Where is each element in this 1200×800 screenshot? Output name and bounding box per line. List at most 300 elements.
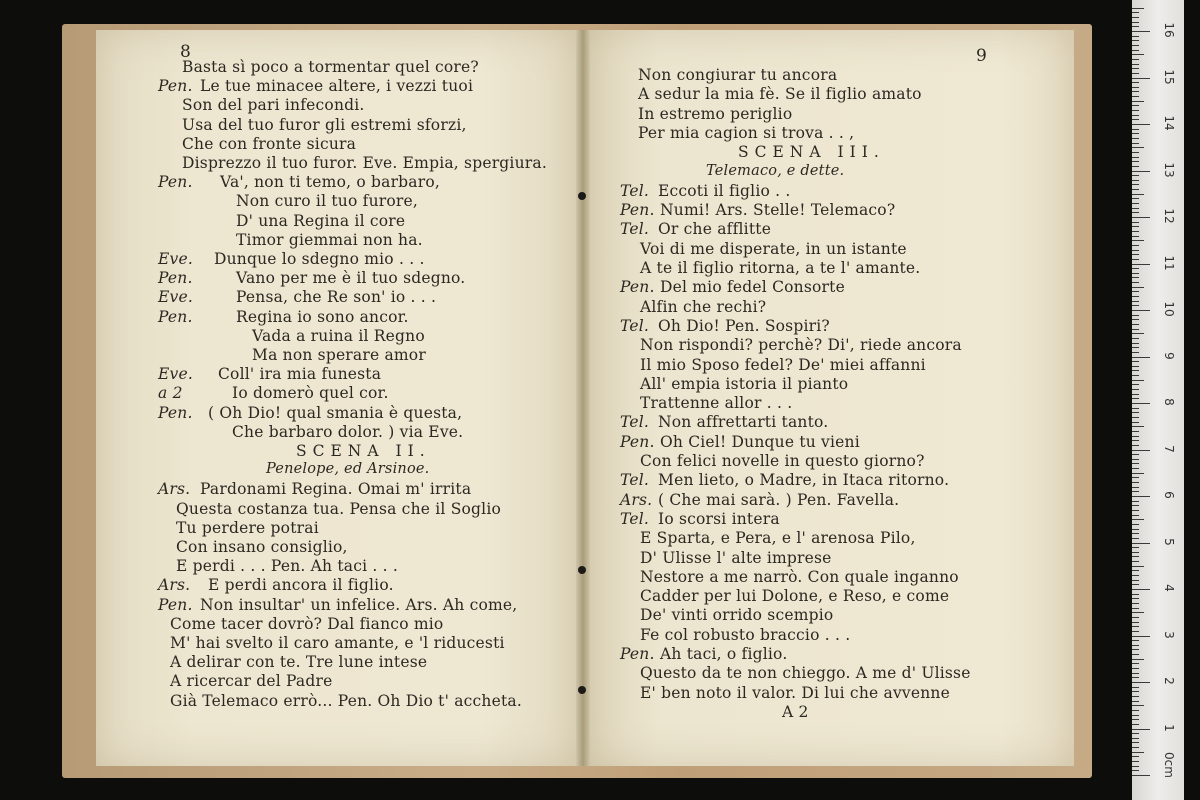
speaker-label: Tel. [620, 413, 649, 432]
speaker-label: Eve. [158, 365, 193, 384]
ruler-tick [1132, 394, 1139, 395]
ruler-tick [1132, 505, 1139, 506]
text-line [296, 442, 431, 460]
ruler-tick [1132, 68, 1139, 69]
line-text: Io scorsi intera [658, 509, 780, 528]
ruler-tick [1132, 566, 1144, 567]
text-line [640, 356, 926, 374]
ruler-tick [1132, 64, 1139, 65]
ruler-number: 14 [1162, 115, 1176, 131]
line-text: Che con fronte sicura [182, 134, 357, 153]
line-text: Oh Dio! Pen. Sospiri? [658, 316, 830, 335]
line-text: Pensa, che Re son' io . . . [236, 288, 437, 307]
text-line [640, 684, 950, 702]
text-line [158, 403, 463, 422]
ruler-tick [1132, 538, 1139, 539]
ruler-tick [1132, 510, 1139, 511]
text-line [236, 192, 418, 210]
line-text: Del mio fedel Consorte [660, 278, 845, 297]
ruler-tick [1132, 161, 1139, 162]
line-text: Ma non sperare amor [252, 346, 426, 364]
ruler-tick [1132, 594, 1139, 595]
ruler-tick [1132, 110, 1139, 111]
ruler-tick [1132, 547, 1139, 548]
ruler-tick [1132, 636, 1150, 637]
line-text: Non congiurar tu ancora [638, 66, 838, 84]
line-text: E perdi . . . Pen. Ah taci . . . [176, 557, 399, 576]
text-line [640, 606, 833, 624]
line-text: Non curo il tuo furore, [236, 192, 419, 211]
ruler-tick [1132, 324, 1139, 325]
ruler-tick [1132, 175, 1139, 176]
ruler-tick [1132, 287, 1144, 288]
ruler-tick [1132, 724, 1139, 725]
speaker-label: Eve. [158, 288, 193, 307]
line-text: Per mia cagion si trova . . , [638, 123, 855, 142]
ruler-tick [1132, 729, 1150, 730]
ruler-tick [1132, 668, 1139, 669]
ruler-tick [1132, 250, 1139, 251]
speaker-label: Pen. [158, 403, 193, 422]
ruler-unit-label: 0cm [1162, 752, 1176, 778]
text-line [782, 703, 809, 721]
speaker-label: Tel. [620, 471, 649, 490]
ruler-tick [1132, 101, 1144, 102]
text-line [158, 77, 474, 96]
ruler-tick [1132, 259, 1139, 260]
line-text: Timor giemmai non ha. [236, 230, 423, 249]
ruler-tick [1132, 329, 1139, 330]
speaker-label: Pen. [620, 201, 655, 220]
line-text: Le tue minacee altere, i vezzi tuoi [200, 77, 474, 96]
line-text: E perdi ancora il figlio. [208, 576, 394, 595]
text-line [620, 432, 860, 451]
ruler-tick [1132, 87, 1139, 88]
text-line [182, 154, 547, 172]
ruler-tick [1132, 222, 1139, 223]
ruler-tick [1132, 301, 1139, 302]
ruler-tick [1132, 659, 1144, 660]
ruler-number: 16 [1162, 22, 1176, 38]
ruler-tick [1132, 440, 1139, 441]
ruler-tick [1132, 477, 1139, 478]
line-text: Alfin che rechi? [640, 297, 767, 316]
text-line [640, 336, 962, 354]
text-line [620, 490, 900, 509]
ruler-tick [1132, 375, 1139, 376]
ruler-number: 5 [1162, 537, 1176, 546]
text-line [638, 105, 792, 123]
speaker-label: Pen. [158, 269, 193, 288]
ruler-tick [1132, 366, 1139, 367]
ruler-number: 1 [1162, 723, 1176, 732]
speaker-label: a 2 [158, 384, 183, 403]
ruler-tick [1132, 389, 1139, 390]
ruler-tick [1132, 208, 1139, 209]
speaker-label: Pen. [620, 278, 655, 297]
ruler-tick [1132, 482, 1139, 483]
ruler-tick [1132, 626, 1139, 627]
line-text: Con insano consiglio, [176, 538, 348, 556]
text-line [620, 471, 950, 490]
ruler-tick [1132, 398, 1139, 399]
ruler-tick [1132, 529, 1139, 530]
ruler-tick [1132, 268, 1139, 269]
ruler-number: 11 [1162, 254, 1176, 271]
text-line [620, 645, 788, 663]
ruler-number: 7 [1162, 444, 1176, 453]
ruler-tick [1132, 291, 1139, 292]
text-line [158, 384, 389, 403]
line-text: Che barbaro dolor. ) via Eve. [232, 422, 464, 441]
ruler-tick [1132, 333, 1144, 334]
ruler-tick [1132, 742, 1139, 743]
ruler-tick [1132, 54, 1144, 55]
ruler-tick [1132, 82, 1139, 83]
text-line [706, 163, 844, 179]
ruler-tick [1132, 180, 1139, 181]
ruler-tick [1132, 319, 1139, 320]
ruler-tick [1132, 491, 1139, 492]
text-line [182, 96, 365, 114]
ruler-number: 4 [1162, 584, 1176, 592]
ruler-tick [1132, 715, 1139, 716]
line-text: Ah taci, o figlio. [660, 645, 788, 663]
ruler-tick [1132, 217, 1150, 218]
ruler-tick [1132, 431, 1139, 432]
speaker-label: Tel. [620, 316, 649, 335]
ruler-tick [1132, 138, 1139, 139]
line-text: Tu perdere potrai [176, 518, 319, 537]
ruler-tick [1132, 775, 1150, 776]
line-text: Men lieto, o Madre, in Itaca ritorno. [658, 471, 950, 490]
ruler-tick [1132, 436, 1139, 437]
ruler-tick [1132, 640, 1139, 641]
speaker-label: Ars. [158, 576, 191, 595]
ruler-tick [1132, 631, 1139, 632]
text-line [640, 240, 907, 258]
speaker-label: Tel. [620, 509, 649, 528]
right-page-number: 9 [976, 46, 987, 66]
ruler-tick [1132, 380, 1144, 381]
text-line [170, 634, 505, 652]
ruler-tick [1132, 78, 1150, 79]
binding-stitch [578, 192, 586, 200]
line-text: ( Che mai sarà. ) Pen. Favella. [658, 490, 900, 509]
text-line [620, 413, 829, 432]
text-line [182, 135, 356, 153]
line-text: Voi di me disperate, in un istante [640, 239, 907, 258]
ruler-tick [1132, 157, 1139, 158]
ruler-tick [1132, 612, 1144, 613]
ruler-tick [1132, 519, 1144, 520]
ruler-tick [1132, 687, 1139, 688]
ruler-tick [1132, 575, 1139, 576]
ruler-tick [1132, 598, 1139, 599]
ruler-tick [1132, 254, 1139, 255]
ruler-tick [1132, 296, 1139, 297]
ruler-tick [1132, 766, 1139, 767]
line-text: Regina io sono ancor. [236, 307, 409, 326]
line-text: A ricercar del Padre [170, 672, 333, 691]
ruler-tick [1132, 338, 1139, 339]
ruler-tick [1132, 282, 1139, 283]
ruler-tick [1132, 617, 1139, 618]
ruler-tick [1132, 124, 1150, 125]
ruler-tick [1132, 487, 1139, 488]
text-line [252, 327, 425, 345]
text-line [236, 212, 405, 230]
line-text: In estremo periglio [638, 104, 793, 123]
ruler-tick [1132, 533, 1139, 534]
line-text: Nestore a me narrò. Con quale inganno [640, 567, 959, 586]
text-line [158, 576, 394, 595]
text-line [638, 85, 922, 103]
ruler-tick [1132, 701, 1139, 702]
ruler-tick [1132, 45, 1139, 46]
line-text: Cadder per lui Dolone, e Reso, e come [640, 587, 950, 606]
ruler-tick [1132, 8, 1144, 9]
ruler-tick [1132, 22, 1139, 23]
text-line [176, 519, 319, 537]
line-text: Vano per me è il tuo sdegno. [236, 269, 466, 288]
text-line [170, 653, 427, 671]
speaker-label: Pen. [158, 595, 193, 614]
ruler-tick [1132, 426, 1144, 427]
ruler-tick [1132, 194, 1144, 195]
text-line [236, 231, 423, 249]
speaker-label: Pen. [620, 432, 655, 451]
ruler-tick [1132, 198, 1139, 199]
line-text: Non insultar' un infelice. Ars. Ah come, [200, 595, 518, 614]
text-line [640, 259, 920, 277]
speaker-label: Ars. [620, 490, 653, 509]
line-text: Con felici novelle in questo giorno? [640, 452, 925, 470]
ruler-number: 15 [1162, 68, 1176, 85]
book-gutter [576, 30, 590, 766]
ruler-tick [1132, 417, 1139, 418]
line-text: D' una Regina il core [236, 211, 406, 230]
speaker-label: Pen. [158, 173, 193, 192]
text-line [738, 143, 885, 161]
ruler-tick [1132, 473, 1144, 474]
text-line [620, 220, 772, 239]
line-text: Numi! Ars. Stelle! Telemaco? [660, 201, 896, 220]
ruler-number: 2 [1162, 677, 1176, 685]
text-line [620, 316, 830, 335]
line-text: Come tacer dovrò? Dal fianco mio [170, 614, 444, 633]
text-line [232, 423, 463, 441]
ruler-tick [1132, 36, 1139, 37]
ruler-number: 8 [1162, 398, 1176, 406]
text-line [640, 549, 832, 567]
ruler-tick [1132, 543, 1150, 544]
ruler-tick [1132, 231, 1139, 232]
ruler-tick [1132, 584, 1139, 585]
ruler-tick [1132, 315, 1139, 316]
text-line [182, 116, 467, 134]
ruler-tick [1132, 226, 1139, 227]
ruler-tick [1132, 31, 1150, 32]
text-line [176, 538, 348, 556]
ruler-tick [1132, 770, 1139, 771]
ruler-tick [1132, 719, 1139, 720]
line-text: Il mio Sposo fedel? De' miei affanni [640, 355, 926, 374]
text-line [620, 509, 780, 528]
ruler-tick [1132, 496, 1150, 497]
line-text: All' empia istoria il pianto [640, 374, 849, 393]
ruler-tick [1132, 347, 1139, 348]
ruler-tick [1132, 273, 1139, 274]
text-line [170, 692, 522, 710]
speaker-label: Ars. [158, 480, 191, 499]
line-text: ( Oh Dio! qual smania è questa, [208, 403, 463, 422]
line-text: Or che afflitte [658, 220, 772, 239]
text-line [640, 394, 792, 412]
ruler-number: 10 [1162, 301, 1176, 317]
ruler-tick [1132, 552, 1139, 553]
ruler-number: 12 [1162, 208, 1176, 224]
line-text: Coll' ira mia funesta [218, 365, 382, 384]
line-text: Questa costanza tua. Pensa che il Soglio [176, 499, 502, 518]
text-line [170, 615, 443, 633]
ruler-number: 3 [1162, 630, 1176, 639]
ruler-tick [1132, 17, 1139, 18]
ruler-tick [1132, 580, 1139, 581]
text-line [640, 568, 959, 586]
ruler-tick [1132, 26, 1139, 27]
text-line [640, 626, 850, 644]
ruler-tick [1132, 747, 1139, 748]
ruler-tick [1132, 133, 1139, 134]
ruler-tick [1132, 524, 1139, 525]
ruler-tick [1132, 556, 1139, 557]
ruler-tick [1132, 236, 1139, 237]
ruler-tick [1132, 752, 1144, 753]
speaker-label: Eve. [158, 250, 193, 268]
ruler-tick [1132, 561, 1139, 562]
text-line [158, 480, 472, 499]
ruler-tick [1132, 305, 1139, 306]
ruler-tick [1132, 119, 1139, 120]
line-text: Io domerò quel cor. [232, 384, 389, 403]
line-text: Eccoti il figlio . . [658, 181, 791, 200]
line-text: Già Telemaco errò... Pen. Oh Dio t' accheta. [170, 691, 522, 710]
line-text: A sedur la mia fè. Se il figlio amato [638, 85, 922, 104]
left-page-number: 8 [180, 42, 191, 62]
ruler-tick [1132, 608, 1139, 609]
line-text: A delirar con te. Tre lune intese [170, 653, 428, 672]
ruler-tick [1132, 422, 1139, 423]
ruler-tick [1132, 761, 1139, 762]
ruler-tick [1132, 445, 1139, 446]
ruler-tick [1132, 589, 1150, 590]
ruler-tick [1132, 59, 1139, 60]
ruler-tick [1132, 115, 1139, 116]
ruler-tick [1132, 264, 1150, 265]
ruler-tick [1132, 454, 1139, 455]
line-text: Penelope, ed Arsinoe. [266, 461, 430, 478]
line-text: Fe col robusto braccio . . . [640, 625, 851, 644]
ruler-tick [1132, 682, 1150, 683]
text-line [640, 298, 766, 316]
line-text: Pardonami Regina. Omai m' irrita [200, 480, 472, 499]
text-line [640, 375, 848, 393]
line-text: Telemaco, e dette. [706, 162, 845, 179]
line-text: Va', non ti temo, o barbaro, [220, 173, 441, 192]
ruler-tick [1132, 645, 1139, 646]
text-line [638, 124, 854, 142]
ruler-tick [1132, 691, 1139, 692]
line-text: SCENA III. [738, 143, 885, 162]
ruler-tick [1132, 501, 1139, 502]
ruler-tick [1132, 343, 1139, 344]
text-line [640, 587, 949, 605]
ruler-number: 13 [1162, 161, 1176, 178]
ruler-tick [1132, 12, 1139, 13]
ruler-tick [1132, 673, 1139, 674]
line-text: Disprezzo il tuo furor. Eve. Empia, spergiura. [182, 154, 547, 172]
line-text: SCENA II. [296, 442, 431, 460]
line-text: Oh Ciel! Dunque tu vieni [660, 432, 860, 451]
ruler-tick [1132, 277, 1139, 278]
ruler-tick [1132, 408, 1139, 409]
ruler-tick [1132, 166, 1139, 167]
ruler-tick [1132, 570, 1139, 571]
text-line [158, 173, 441, 192]
text-line [640, 664, 971, 682]
ruler-tick [1132, 756, 1139, 757]
binding-stitch [578, 566, 586, 574]
line-text: A te il figlio ritorna, a te l' amante. [640, 259, 921, 277]
ruler-tick [1132, 696, 1139, 697]
ruler-tick [1132, 738, 1139, 739]
text-line [158, 288, 437, 307]
text-line [176, 500, 501, 518]
ruler-tick [1132, 654, 1139, 655]
ruler-tick [1132, 622, 1139, 623]
text-line [638, 66, 837, 84]
binding-stitch [578, 686, 586, 694]
ruler-tick [1132, 40, 1139, 41]
ruler-tick [1132, 171, 1150, 172]
ruler-tick [1132, 245, 1139, 246]
ruler-tick [1132, 515, 1139, 516]
measurement-ruler [1132, 0, 1184, 800]
ruler-tick [1132, 240, 1144, 241]
ruler-tick [1132, 147, 1144, 148]
ruler-tick [1132, 152, 1139, 153]
speaker-label: Pen. [158, 307, 193, 326]
speaker-label: Tel. [620, 220, 649, 239]
line-text: Non rispondi? perchè? Di', riede ancora [640, 336, 962, 355]
ruler-tick [1132, 663, 1139, 664]
text-line [252, 346, 426, 364]
line-text: Usa del tuo furor gli estremi sforzi, [182, 115, 467, 134]
ruler-tick [1132, 450, 1150, 451]
line-text: Basta sì poco a tormentar quel core? [182, 58, 479, 76]
ruler-tick [1132, 73, 1139, 74]
ruler-tick [1132, 603, 1139, 604]
text-line [158, 365, 382, 384]
ruler-tick [1132, 352, 1139, 353]
ruler-number: 6 [1162, 491, 1176, 499]
ruler-tick [1132, 384, 1139, 385]
text-line [620, 278, 845, 297]
line-text: Questo da te non chieggo. A me d' Ulisse [640, 664, 971, 683]
line-text: A 2 [782, 702, 809, 721]
ruler-tick [1132, 403, 1150, 404]
